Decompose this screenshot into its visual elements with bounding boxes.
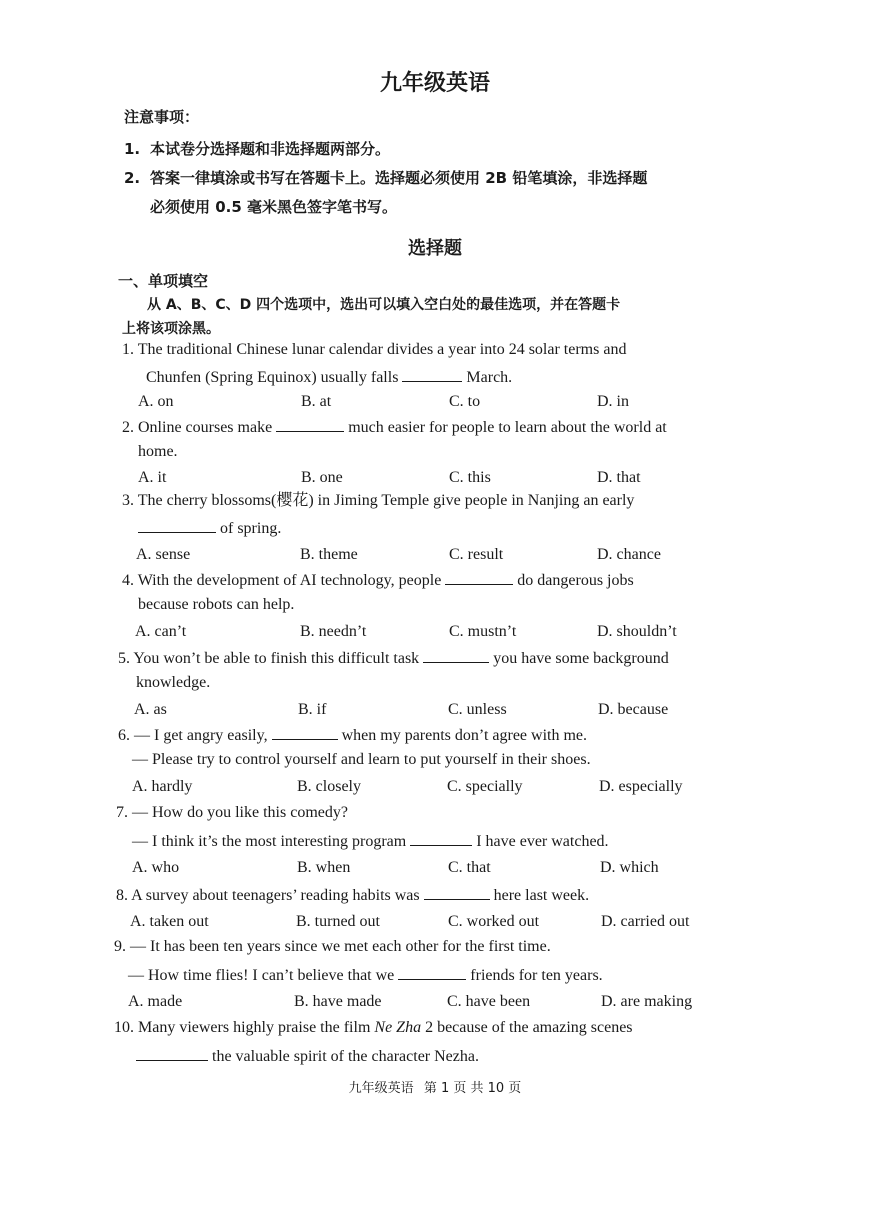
option-a[interactable]: A. made [128, 993, 183, 1010]
question-7-line-2 [132, 830, 609, 852]
option-c[interactable]: C. specially [447, 778, 523, 795]
option-d[interactable]: D. in [597, 393, 629, 410]
question-1 [122, 340, 626, 360]
option-b[interactable]: B. turned out [296, 913, 380, 930]
question-text: — How time flies! I can’t believe that we [128, 967, 395, 984]
question-number: 4. [122, 572, 134, 589]
question-text: 2 because of the amazing scenes [425, 1019, 633, 1036]
page-title: 九年级英语 [379, 71, 490, 96]
section-title: 选择题 [408, 238, 462, 259]
question-text: knowledge. [136, 674, 211, 691]
question-text: A survey about teenagers’ reading habits was [131, 887, 420, 904]
question-4 [122, 569, 634, 591]
question-text: You won’t be able to finish this difficult task [133, 650, 420, 667]
option-c[interactable]: C. worked out [448, 913, 540, 930]
option-d[interactable]: D. because [598, 701, 669, 718]
option-a[interactable]: A. who [132, 859, 180, 876]
option-a[interactable]: A. on [138, 393, 174, 410]
question-number: 10. [114, 1019, 134, 1036]
question-number: 6. [118, 727, 130, 744]
note-2-continuation: 必须使用 0.5 毫米黑色签字笔书写。 [150, 198, 398, 216]
option-a[interactable]: A. sense [136, 546, 191, 563]
question-text: do dangerous jobs [517, 572, 634, 589]
question-text: you have some background [493, 650, 669, 667]
question-text: Chunfen (Spring Equinox) usually falls [146, 369, 399, 386]
answer-blank[interactable] [423, 647, 489, 663]
option-c[interactable]: C. to [449, 393, 481, 410]
answer-blank[interactable] [445, 569, 513, 585]
question-2-line-2 [138, 442, 178, 462]
part-heading: 一、单项填空 [118, 272, 209, 290]
question-1-line-2 [146, 366, 512, 388]
question-3 [122, 491, 634, 511]
option-c[interactable]: C. this [449, 469, 491, 486]
option-c[interactable]: C. result [449, 546, 504, 563]
part-instruction-line-1: 从 A、B、C、D 四个选项中，选出可以填入空白处的最佳选项，并在答题卡 [147, 297, 621, 313]
question-text: friends for ten years. [470, 967, 603, 984]
option-d[interactable]: D. chance [597, 546, 661, 563]
question-text: — How do you like this comedy? [132, 804, 348, 821]
part-instruction-line-2: 上将该项涂黑。 [122, 321, 220, 337]
notes-heading: 注意事项： [124, 108, 200, 126]
question-number: 3. [122, 492, 134, 509]
question-5-line-2 [136, 673, 210, 693]
note-1 [124, 138, 390, 159]
note-2 [124, 167, 647, 188]
option-d[interactable]: D. especially [599, 778, 683, 795]
question-9-line-2 [128, 964, 603, 986]
question-5 [118, 647, 669, 669]
question-text: here last week. [493, 887, 590, 904]
question-6 [118, 724, 587, 746]
question-text: — I get angry easily, [134, 727, 268, 744]
question-text: much easier for people to learn about the world at [348, 419, 667, 436]
answer-blank[interactable] [272, 724, 338, 740]
question-text: home. [138, 443, 178, 460]
question-text: The traditional Chinese lunar calendar divides a year into 24 solar terms and [137, 341, 627, 358]
option-d[interactable]: D. that [597, 469, 641, 486]
question-text: when my parents don’t agree with me. [341, 727, 588, 744]
film-title: Ne Zha [374, 1019, 422, 1036]
note-1-text: 本试卷分选择题和非选择题两部分。 [150, 140, 391, 158]
option-b[interactable]: B. needn’t [300, 623, 367, 640]
footer-page-number: 第 1 页 共 10 页 [423, 1081, 522, 1096]
question-text: I have ever watched. [476, 833, 609, 850]
option-c[interactable]: C. have been [447, 993, 531, 1010]
question-number: 7. [116, 804, 128, 821]
option-b[interactable]: B. have made [294, 993, 382, 1010]
question-2 [122, 416, 667, 438]
answer-blank[interactable] [398, 964, 466, 980]
question-text: Online courses make [138, 419, 273, 436]
option-b[interactable]: B. if [298, 701, 327, 718]
option-c[interactable]: C. unless [448, 701, 507, 718]
answer-blank[interactable] [276, 416, 344, 432]
question-number: 2. [122, 419, 134, 436]
option-b[interactable]: B. closely [297, 778, 361, 795]
question-8 [116, 884, 589, 906]
answer-blank[interactable] [136, 1045, 208, 1061]
question-text: — It has been ten years since we met each other for the first time. [130, 938, 551, 955]
option-d[interactable]: D. shouldn’t [597, 623, 677, 640]
option-a[interactable]: A. as [134, 701, 167, 718]
question-10-line-2 [136, 1045, 479, 1067]
page-footer [0, 1077, 870, 1096]
footer-subject: 九年级英语 [348, 1081, 414, 1096]
answer-blank[interactable] [402, 366, 462, 382]
option-b[interactable]: B. theme [300, 546, 358, 563]
question-3-line-2 [138, 517, 281, 539]
question-number: 8. [116, 887, 128, 904]
question-text: March. [466, 369, 513, 386]
question-text: — I think it’s the most interesting program [132, 833, 407, 850]
question-number: 1. [122, 341, 134, 358]
question-text: Many viewers highly praise the film [138, 1019, 371, 1036]
option-a[interactable]: A. can’t [135, 623, 187, 640]
note-2-text: 答案一律填涂或书写在答题卡上。选择题必须使用 2B 铅笔填涂，非选择题 [150, 169, 648, 187]
question-7 [116, 803, 348, 823]
option-b[interactable]: B. one [301, 469, 343, 486]
question-9 [114, 937, 551, 957]
question-10 [114, 1018, 633, 1038]
option-a[interactable]: A. hardly [132, 778, 193, 795]
option-c[interactable]: C. mustn’t [449, 623, 517, 640]
question-text: of spring. [220, 520, 282, 537]
option-d[interactable]: D. are making [601, 993, 693, 1010]
question-text: The cherry blossoms(樱花) in Jiming Temple give people in Nanjing an early [137, 492, 635, 509]
answer-blank[interactable] [138, 517, 216, 533]
question-6-line-2 [132, 750, 591, 770]
answer-blank[interactable] [424, 884, 490, 900]
option-b[interactable]: B. when [297, 859, 351, 876]
option-a[interactable]: A. it [138, 469, 167, 486]
question-text: the valuable spirit of the character Nezha. [212, 1048, 479, 1065]
question-number: 9. [114, 938, 126, 955]
option-a[interactable]: A. taken out [130, 913, 209, 930]
note-2-number: 2. [124, 169, 141, 187]
option-b[interactable]: B. at [301, 393, 332, 410]
question-text: With the development of AI technology, people [137, 572, 442, 589]
option-d[interactable]: D. which [600, 859, 659, 876]
note-1-number: 1. [124, 140, 141, 158]
question-number: 5. [118, 650, 130, 667]
question-4-line-2 [138, 595, 294, 615]
answer-blank[interactable] [410, 830, 472, 846]
option-d[interactable]: D. carried out [601, 913, 690, 930]
question-text: — Please try to control yourself and learn to put yourself in their shoes. [132, 751, 591, 768]
option-c[interactable]: C. that [448, 859, 491, 876]
question-text: because robots can help. [138, 596, 295, 613]
